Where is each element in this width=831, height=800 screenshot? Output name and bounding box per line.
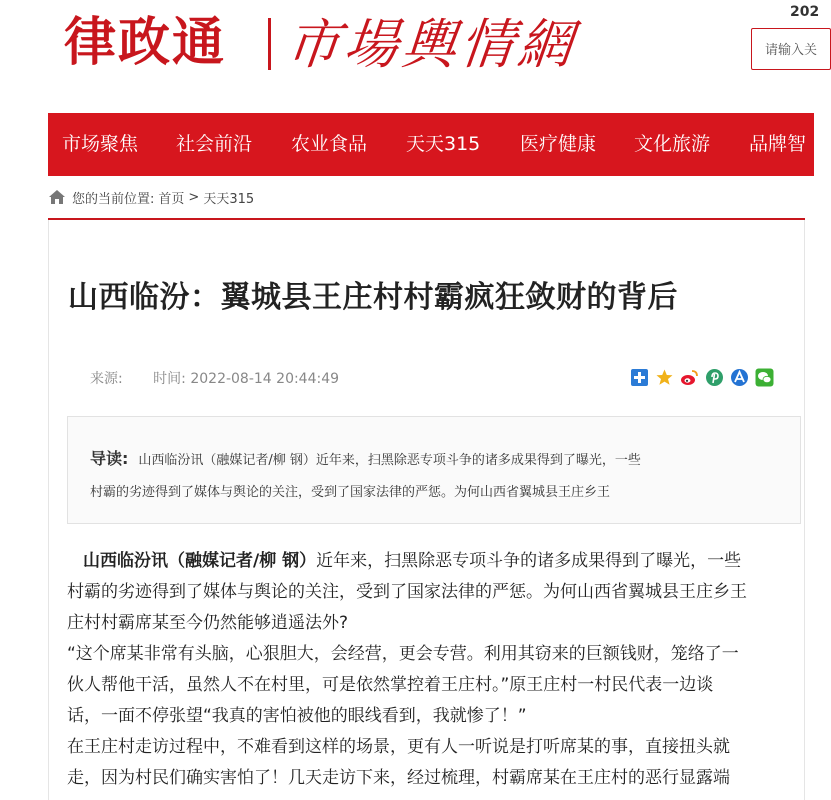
site-header: [0, 0, 820, 112]
share-bar: [630, 368, 774, 388]
add-share-icon[interactable]: [630, 368, 649, 387]
nav-item-315[interactable]: 天天315: [406, 133, 481, 155]
paragraph-1-line-3: 庄村村霸席某至今仍然能够逍遥法外?: [67, 613, 349, 633]
paragraph-3-line-1: 在王庄村走访过程中，不难看到这样的场景，更有人一听说是打听席某的事，直接扭头就: [67, 737, 730, 757]
header-date: 202: [790, 4, 820, 20]
main-nav: [48, 113, 814, 176]
logo-divider: [268, 18, 271, 70]
paragraph-2-line-2: 伙人帮他干活，虽然人不在村里，可是依然掌控着王庄村。”原王庄村一村民代表一边谈: [67, 675, 714, 695]
article-lead: 山西临汾讯（融媒记者/柳 钢）: [83, 551, 317, 571]
paragraph-1-line-1: 近年来，扫黑除恶专项斗争的诸多成果得到了曝光，一些: [316, 551, 742, 571]
breadcrumb-divider: [48, 218, 805, 220]
publish-time: 2022-08-14 20:44:49: [190, 371, 340, 387]
nav-item-brand[interactable]: 品牌智: [749, 133, 807, 155]
source-label: 来源:: [90, 371, 123, 387]
breadcrumb-current-link[interactable]: 天天315: [203, 191, 255, 207]
site-subtitle-logo[interactable]: 市場輿情網: [282, 13, 580, 76]
breadcrumb-separator: >: [188, 189, 200, 205]
home-icon: [48, 189, 66, 205]
site-logo[interactable]: 律政通: [64, 12, 227, 73]
nav-item-market-focus[interactable]: 市场聚焦: [62, 133, 139, 155]
breadcrumb-prefix: 您的当前位置:: [72, 191, 155, 207]
paragraph-2-line-3: 话，一面不停张望“我真的害怕被他的眼线看到，我就惨了！”: [67, 706, 527, 726]
article-card-border-left: [48, 220, 49, 800]
pinterest-share-icon[interactable]: [705, 368, 724, 387]
baidu-share-icon[interactable]: [730, 368, 749, 387]
paragraph-3-line-2: 走，因为村民们确实害怕了！几天走访下来，经过梳理，村霸席某在王庄村的恶行显露端: [67, 768, 730, 788]
breadcrumb-home-link[interactable]: 首页: [158, 191, 185, 207]
article-summary: [67, 416, 801, 524]
breadcrumb: [48, 186, 254, 208]
time-label: 时间:: [153, 371, 186, 387]
nav-item-health[interactable]: 医疗健康: [520, 133, 597, 155]
article-meta: [90, 368, 339, 388]
star-share-icon[interactable]: [655, 368, 674, 387]
summary-label: 导读:: [90, 449, 129, 468]
nav-item-culture-travel[interactable]: 文化旅游: [634, 133, 711, 155]
wechat-share-icon[interactable]: [755, 368, 774, 387]
summary-line-1: 山西临汾讯（融媒记者/柳 钢）近年来，扫黑除恶专项斗争的诸多成果得到了曝光，一些: [138, 453, 641, 468]
paragraph-1-line-2: 村霸的劣迹得到了媒体与舆论的关注，受到了国家法律的严惩。为何山西省翼城县王庄乡王: [67, 582, 747, 602]
summary-line-2: 村霸的劣迹得到了媒体与舆论的关注，受到了国家法律的严惩。为何山西省翼城县王庄乡王: [90, 485, 611, 500]
nav-item-society[interactable]: 社会前沿: [176, 133, 253, 155]
weibo-share-icon[interactable]: [680, 368, 699, 387]
paragraph-2-line-1: “这个席某非常有头脑，心狠胆大，会经营，更会专营。利用其窃来的巨额钱财，笼络了一: [67, 644, 739, 664]
nav-item-agri-food[interactable]: 农业食品: [291, 133, 368, 155]
article-body: [67, 546, 807, 794]
search-input[interactable]: 请输入关: [751, 28, 831, 70]
article-title: 山西临汾：翼城县王庄村村霸疯狂敛财的背后: [68, 280, 678, 315]
